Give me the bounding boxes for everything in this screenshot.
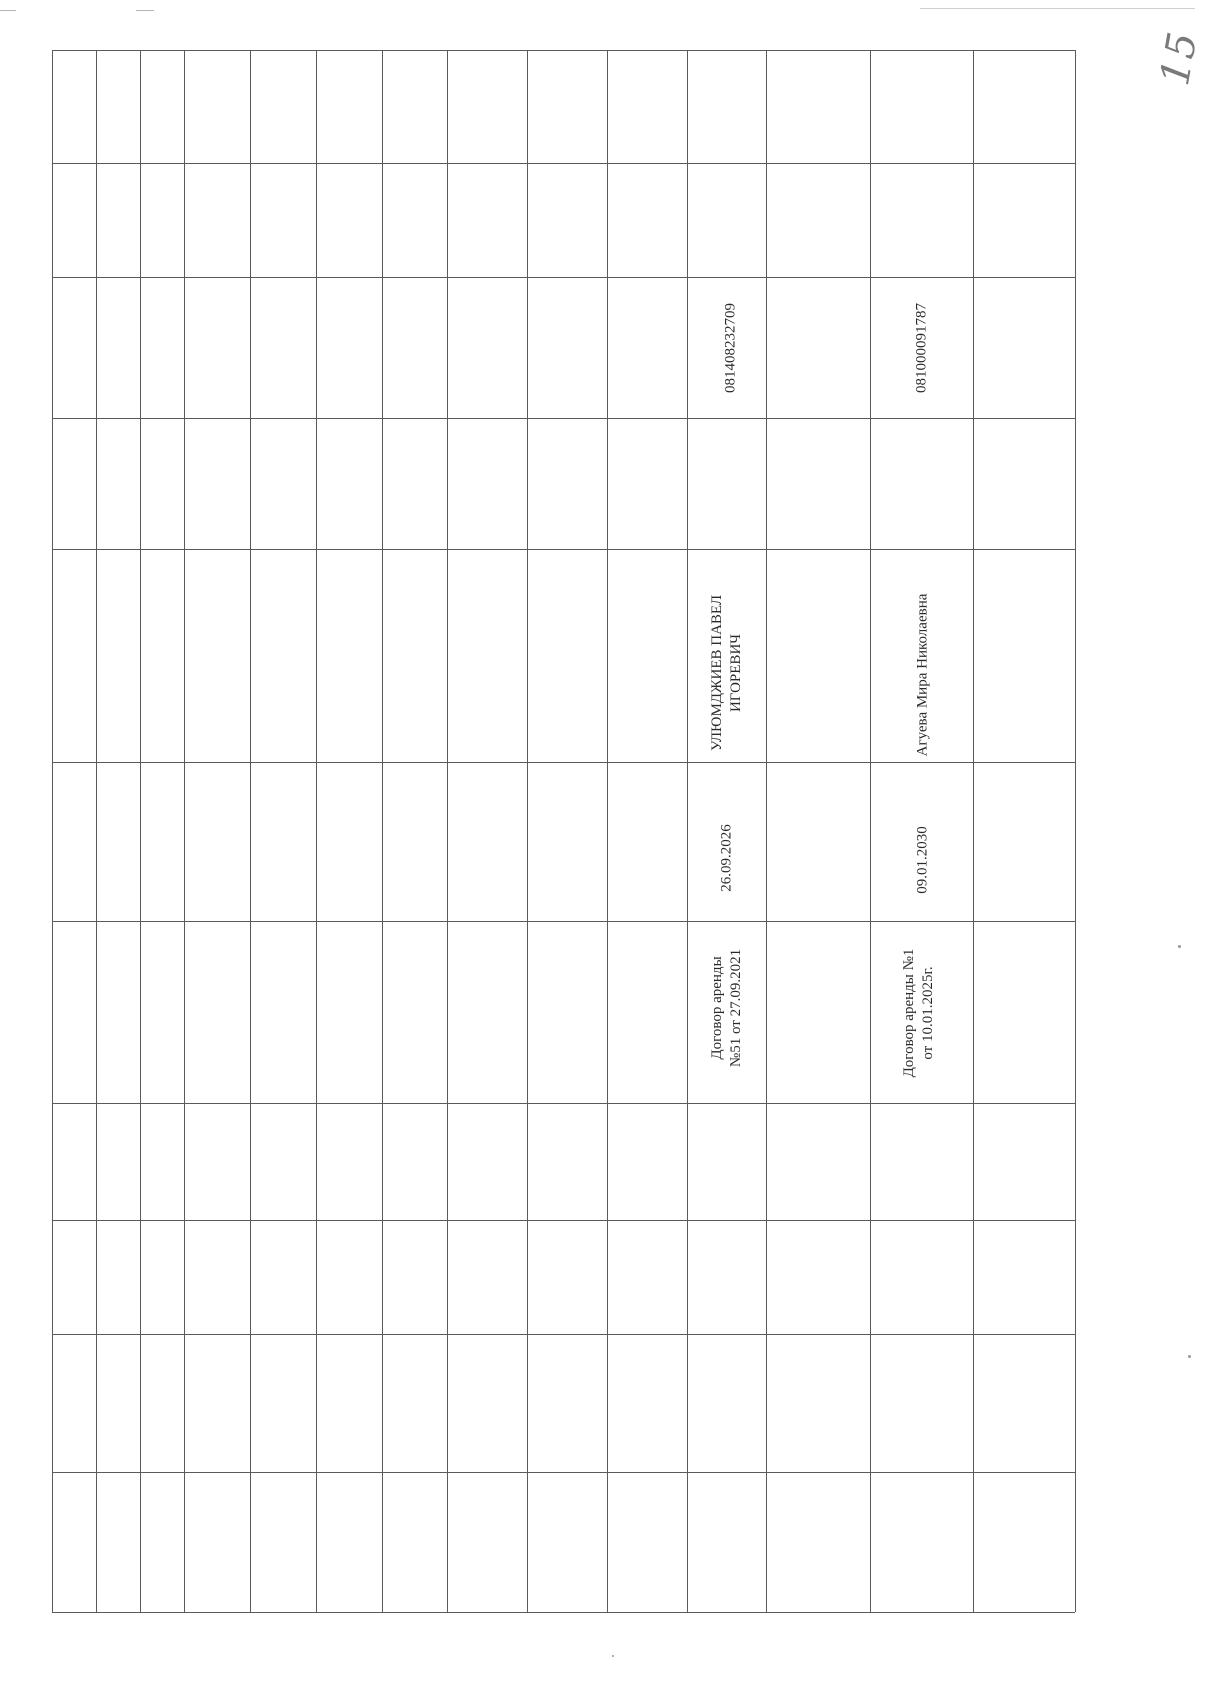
table-column-rule (250, 50, 251, 1612)
contract-line: №51 от 27.09.2021 (728, 948, 744, 1068)
end-date-cell-2: 09.01.2030 (914, 826, 931, 894)
table-column-rule (687, 50, 688, 1612)
table-row-rule (52, 418, 1075, 419)
scan-mark (920, 8, 1195, 9)
tenant-cell-1 (708, 595, 746, 751)
table-column-rule (870, 50, 871, 1612)
table-row-rule (52, 762, 1075, 763)
table-row-rule (52, 50, 1075, 51)
table-column-rule (96, 50, 97, 1612)
table-column-rule (973, 50, 974, 1612)
page-number: 15 (1152, 26, 1207, 90)
tenant-line: Агуева Мира Николаевна (914, 593, 931, 757)
contract-line: Договор аренды (709, 956, 725, 1060)
contract-line: от 10.01.2025г. (920, 966, 936, 1060)
table-column-rule (447, 50, 448, 1612)
table-column-rule (1075, 50, 1076, 1612)
contract-line: Договор аренды №1 (901, 948, 917, 1078)
contract-cell-2 (900, 949, 938, 1078)
table-row-rule (52, 1612, 1075, 1613)
table-column-rule (140, 50, 141, 1612)
table-row-rule (52, 1103, 1075, 1104)
table-row-rule (52, 1334, 1075, 1335)
scan-speck (1178, 945, 1181, 948)
inn-cell-1: 081408232709 (722, 303, 739, 393)
table-column-rule (52, 50, 53, 1612)
table-row-rule (52, 549, 1075, 550)
table-column-rule (766, 50, 767, 1612)
table-column-rule (316, 50, 317, 1612)
table-row-rule (52, 1220, 1075, 1221)
inn-cell-2: 081000091787 (913, 303, 930, 393)
tenant-line: УЛЮМДЖИЕВ ПАВЕЛ (709, 594, 725, 752)
table-column-rule (382, 50, 383, 1612)
scan-speck (612, 1655, 614, 1657)
scan-mark (136, 10, 154, 11)
contract-cell-1 (708, 949, 746, 1067)
end-date-cell-1: 26.09.2026 (718, 824, 735, 892)
table-row-rule (52, 921, 1075, 922)
tenant-line: ИГОРЕВИЧ (728, 633, 744, 713)
table-column-rule (184, 50, 185, 1612)
table-column-rule (607, 50, 608, 1612)
table-column-rule (527, 50, 528, 1612)
table-row-rule (52, 163, 1075, 164)
scan-mark (0, 10, 16, 11)
table-row-rule (52, 1472, 1075, 1473)
scan-speck (1188, 1355, 1191, 1358)
table-row-rule (52, 277, 1075, 278)
tenant-cell-2 (914, 594, 933, 757)
